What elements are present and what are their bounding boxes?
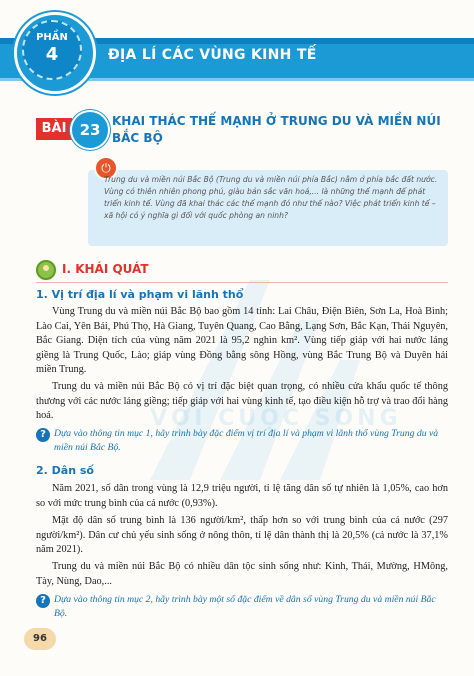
subsection-title-location: 1. Vị trí địa lí và phạm vi lãnh thổ <box>36 288 244 301</box>
section-title: I. KHÁI QUÁT <box>62 262 149 276</box>
globe-icon <box>36 260 56 280</box>
question-location: Dựa vào thông tin mục 1, hãy trình bày đặc điểm vị trí địa lí và phạm vi lãnh thổ vùng Trung du và miền núi Bắc Bộ. <box>54 428 439 453</box>
part-number: 4 <box>45 44 59 65</box>
paragraph-location: Vùng Trung du và miền núi Bắc Bộ bao gồm 14 tỉnh: Lai Châu, Điện Biên, Sơn La, Hoà Bình; Lào Cai, Yên Bái, Phú Thọ, Hà Giang, Tuyên Quang, Cao Bằng, Lạng Sơn, Bắc Kạn, Thái Nguyên, Bắc Giang. Diện tích của vùng năm 2021 là 95,2 nghìn km². Vùng tiếp giáp với hai nước láng giềng là Trung Quốc, Lào; giáp vùng Đồng bằng sông Hồng, vùng Bắc Trung Bộ và Duyên hải miền Trung. <box>36 306 448 376</box>
paragraph-density: Mật độ dân số trung bình là 136 người/km², thấp hơn so với trung bình của cả nước (297 người/km²). Dân cư chủ yếu sinh sống ở nông thôn, tỉ lệ dân thành thị là 20,5% (cả nước là 37,1% năm 2021). <box>36 515 448 556</box>
question-icon: ? <box>36 594 50 608</box>
subsection-title-population: 2. Dân số <box>36 464 94 477</box>
page-number: 96 <box>24 628 56 650</box>
question-population: Dựa vào thông tin mục 2, hãy trình bày một số đặc điểm về dân số vùng Trung du và miền núi Bắc Bộ. <box>54 594 436 619</box>
part-word: PHẦN <box>36 32 68 43</box>
section-divider <box>36 282 448 283</box>
lesson-number: 23 <box>70 110 110 150</box>
paragraph-importance: Trung du và miền núi Bắc Bộ có vị trí đặc biệt quan trọng, có nhiều cửa khẩu quốc tế thông thương với các nước láng giềng; tiếp giáp với hai vùng kinh tế, tạo điều kiện hỗ trợ và trao đổi hàng hoá. <box>36 381 448 422</box>
paragraph-population: Năm 2021, số dân trong vùng là 12,9 triệu người, tỉ lệ tăng dân số tự nhiên là 1,05%, cao hơn so với mức trung bình của cả nước (0,93%). <box>36 483 448 509</box>
lesson-tag: BÀI <box>36 118 72 140</box>
part-title: ĐỊA LÍ CÁC VÙNG KINH TẾ <box>108 47 317 63</box>
paragraph-ethnic: Trung du và miền núi Bắc Bộ có nhiều dân tộc sinh sống như: Kinh, Thái, Mường, HMông, Tày, Nùng, Dao,... <box>36 561 448 587</box>
lesson-title: KHAI THÁC THẾ MẠNH Ở TRUNG DU VÀ MIỀN NÚI BẮC BỘ <box>112 114 441 145</box>
part-badge <box>22 20 82 80</box>
intro-text: Trung du và miền núi Bắc Bộ (Trung du và miền núi phía Bắc) nằm ở phía bắc đất nước. Vùng có thiên nhiên phong phú, giàu bản sắc văn hoá,... là những thế mạnh để phát triển kinh tế. Vùng đã khai thác các thế mạnh đó như thế nào? Việc phát triển kinh tế – xã hội có ý nghĩa gì đối với quốc phòng an ninh? <box>104 175 438 220</box>
watermark-text: VỚI CUỘC SỐNG <box>150 406 402 431</box>
question-icon: ? <box>36 428 50 442</box>
power-icon: ⏻ <box>94 156 118 180</box>
